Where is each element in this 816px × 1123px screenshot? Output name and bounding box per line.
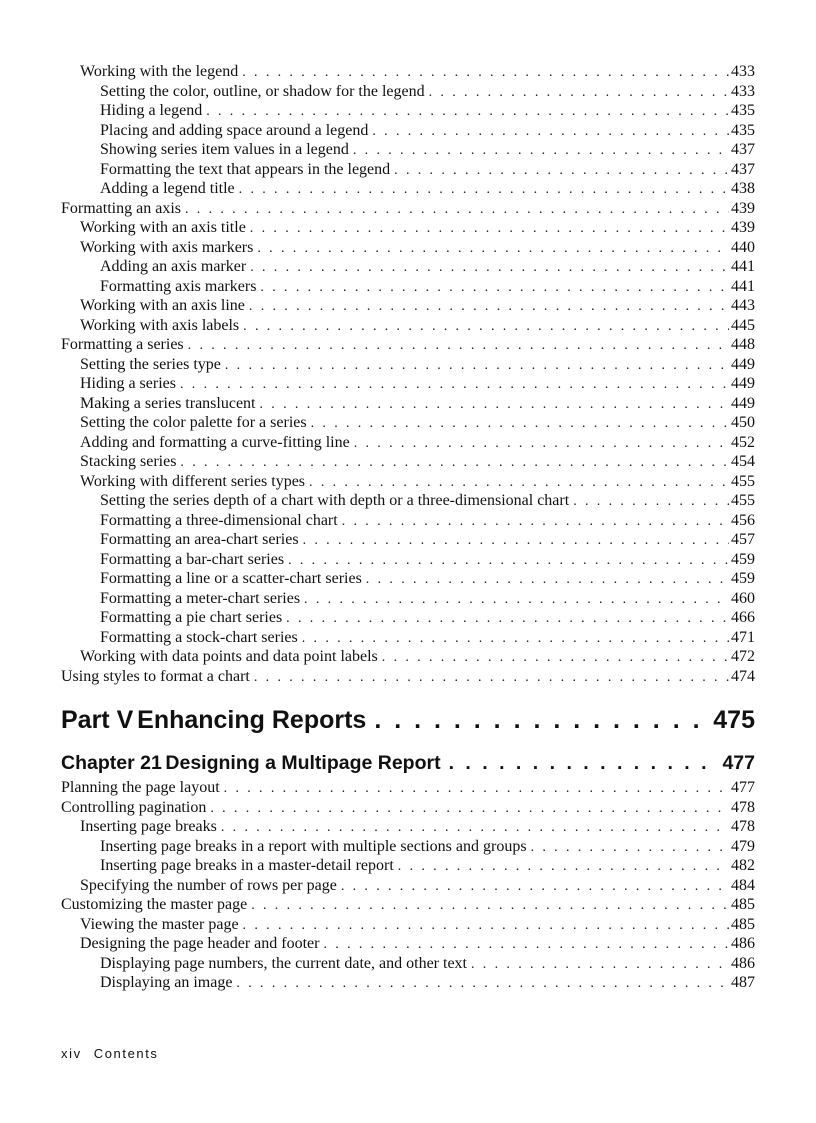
toc-entry xyxy=(61,316,755,336)
toc-entry xyxy=(61,374,755,394)
dot-leader xyxy=(353,141,729,161)
dot-leader xyxy=(249,297,729,317)
dot-leader xyxy=(251,896,729,916)
toc-entry-title: Formatting an axis xyxy=(61,199,181,217)
toc-entry-title: Inserting page breaks in a report with multiple sections and groups xyxy=(100,837,527,855)
part-page-number: 475 xyxy=(713,706,755,734)
toc-entry-page-number: 443 xyxy=(731,297,755,314)
toc-entry-title: Formatting a meter-chart series xyxy=(100,589,301,607)
toc-entry-page-number: 449 xyxy=(731,355,755,373)
toc-entry-page-number: 452 xyxy=(731,433,755,451)
toc-entry xyxy=(61,218,755,238)
toc-entry xyxy=(61,199,755,219)
toc-entry-page-number: 457 xyxy=(731,531,755,548)
chapter-label: Chapter 21 xyxy=(61,752,162,774)
toc-list-top xyxy=(61,62,755,686)
dot-leader xyxy=(449,750,713,776)
toc-entry-title: Showing series item values in a legend xyxy=(100,141,349,158)
chapter-heading xyxy=(61,750,755,776)
toc-entry-title: Formatting the text that appears in the legend xyxy=(100,160,391,178)
toc-entry-title: Hiding a series xyxy=(80,375,176,392)
dot-leader xyxy=(250,258,729,278)
toc-entry xyxy=(61,798,755,818)
toc-entry-page-number: 471 xyxy=(731,628,755,646)
toc-entry-page-number: 439 xyxy=(731,219,755,236)
toc-entry xyxy=(61,647,755,667)
toc-entry-page-number: 474 xyxy=(731,667,755,685)
toc-entry-page-number: 485 xyxy=(731,915,755,933)
toc-entry xyxy=(61,511,755,531)
dot-leader xyxy=(398,857,729,877)
toc-entry xyxy=(61,895,755,915)
toc-entry-page-number: 449 xyxy=(731,375,755,392)
toc-entry-page-number: 437 xyxy=(731,160,755,178)
toc-entry-title: Working with axis labels xyxy=(80,316,240,334)
dot-leader xyxy=(354,434,729,454)
toc-entry-page-number: 459 xyxy=(731,570,755,587)
toc-entry-title: Formatting a bar-chart series xyxy=(100,550,285,568)
toc-entry xyxy=(61,472,755,492)
toc-entry-title: Formatting axis markers xyxy=(100,277,257,295)
dot-leader xyxy=(224,779,729,799)
toc-entry-page-number: 448 xyxy=(731,336,755,353)
toc-entry-page-number: 450 xyxy=(731,414,755,431)
dot-leader xyxy=(304,590,729,610)
toc-entry-title: Adding a legend title xyxy=(100,180,235,197)
dot-leader xyxy=(239,180,729,200)
dot-leader xyxy=(573,492,729,512)
page-footer xyxy=(61,1046,159,1061)
toc-entry-title: Setting the series depth of a chart with depth or a three-dimensional chart xyxy=(100,492,570,509)
dot-leader xyxy=(302,629,729,649)
toc-entry xyxy=(61,856,755,876)
toc-entry-page-number: 437 xyxy=(731,141,755,158)
dot-leader xyxy=(366,570,729,590)
toc-entry-page-number: 487 xyxy=(731,974,755,991)
toc-entry xyxy=(61,62,755,82)
toc-entry-title: Hiding a legend xyxy=(100,102,203,119)
toc-entry-page-number: 472 xyxy=(731,648,755,665)
dot-leader xyxy=(288,551,729,571)
toc-entry-title: Controlling pagination xyxy=(61,798,207,816)
toc-entry xyxy=(61,238,755,258)
toc-entry-page-number: 477 xyxy=(731,779,755,796)
toc-entry-page-number: 441 xyxy=(731,258,755,275)
toc-entry-title: Inserting page breaks in a master-detail report xyxy=(100,857,394,874)
toc-entry xyxy=(61,179,755,199)
toc-entry-title: Formatting a line or a scatter-chart series xyxy=(100,570,362,587)
toc-entry-page-number: 485 xyxy=(731,896,755,913)
dot-leader xyxy=(260,395,730,415)
toc-entry-title: Formatting a series xyxy=(61,336,184,353)
toc-entry xyxy=(61,954,755,974)
toc-entry xyxy=(61,915,755,935)
chapter-page-number: 477 xyxy=(722,752,755,774)
toc-entry xyxy=(61,121,755,141)
toc-entry xyxy=(61,355,755,375)
toc-entry-page-number: 460 xyxy=(731,589,755,607)
toc-entry xyxy=(61,140,755,160)
toc-entry xyxy=(61,82,755,102)
toc-entry-page-number: 435 xyxy=(731,121,755,139)
dot-leader xyxy=(374,703,709,737)
toc-entry-title: Making a series translucent xyxy=(80,394,256,412)
toc-entry-page-number: 478 xyxy=(731,818,755,835)
part-title: Enhancing Reports xyxy=(137,706,367,734)
toc-entry-title: Planning the page layout xyxy=(61,779,220,796)
dot-leader xyxy=(236,974,729,994)
toc-entry-title: Working with an axis title xyxy=(80,219,246,236)
toc-entry-title: Using styles to format a chart xyxy=(61,667,250,685)
part-label: Part V xyxy=(61,706,134,734)
toc-entry-title: Displaying an image xyxy=(100,974,233,991)
footer-page-number: xiv xyxy=(61,1046,82,1061)
toc-entry-page-number: 486 xyxy=(731,935,755,952)
dot-leader xyxy=(260,278,729,298)
toc-entry xyxy=(61,394,755,414)
toc-entry-title: Formatting an area-chart series xyxy=(100,531,299,548)
dot-leader xyxy=(185,200,729,220)
toc-entry xyxy=(61,257,755,277)
toc-entry-title: Setting the color, outline, or shadow for the legend xyxy=(100,82,425,100)
toc-entry xyxy=(61,667,755,687)
toc-entry xyxy=(61,569,755,589)
chapter-title: Designing a Multipage Report xyxy=(165,752,441,774)
dot-leader xyxy=(531,838,729,858)
toc-entry-title: Working with an axis line xyxy=(80,297,245,314)
toc-entry-page-number: 449 xyxy=(731,394,755,412)
toc-entry-page-number: 441 xyxy=(731,277,755,295)
toc-entry xyxy=(61,973,755,993)
toc-entry xyxy=(61,413,755,433)
dot-leader xyxy=(243,916,729,936)
toc-entry-page-number: 466 xyxy=(731,609,755,626)
dot-leader xyxy=(429,83,729,103)
toc-entry xyxy=(61,101,755,121)
toc-entry-title: Working with axis markers xyxy=(80,238,254,256)
dot-leader xyxy=(225,356,729,376)
toc-entry xyxy=(61,817,755,837)
toc-entry-page-number: 454 xyxy=(731,453,755,470)
toc-entry-title: Setting the series type xyxy=(80,355,221,373)
toc-entry xyxy=(61,433,755,453)
dot-leader xyxy=(323,935,729,955)
dot-leader xyxy=(372,122,729,142)
toc-entry xyxy=(61,589,755,609)
toc-entry-page-number: 459 xyxy=(731,550,755,568)
toc-entry-page-number: 482 xyxy=(731,857,755,874)
dot-leader xyxy=(309,473,729,493)
toc-entry-title: Stacking series xyxy=(80,453,177,470)
toc-entry-title: Specifying the number of rows per page xyxy=(80,876,337,894)
toc-entry-title: Adding an axis marker xyxy=(100,258,247,275)
toc-entry xyxy=(61,277,755,297)
dot-leader xyxy=(342,512,729,532)
toc-entry-page-number: 455 xyxy=(731,472,755,490)
dot-leader xyxy=(221,818,729,838)
part-heading xyxy=(61,703,755,737)
toc-entry-page-number: 440 xyxy=(731,238,755,256)
toc-entry-page-number: 479 xyxy=(731,837,755,855)
toc-entry-page-number: 455 xyxy=(731,492,755,509)
dot-leader xyxy=(243,317,729,337)
dot-leader xyxy=(250,219,729,239)
dot-leader xyxy=(242,63,729,83)
dot-leader xyxy=(257,239,729,259)
dot-leader xyxy=(210,799,729,819)
toc-entry-page-number: 438 xyxy=(731,180,755,197)
toc-entry xyxy=(61,876,755,896)
toc-entry-title: Formatting a stock-chart series xyxy=(100,628,298,646)
toc-entry xyxy=(61,491,755,511)
toc-entry xyxy=(61,628,755,648)
toc-entry-title: Formatting a three-dimensional chart xyxy=(100,511,338,529)
dot-leader xyxy=(206,102,729,122)
dot-leader xyxy=(180,453,729,473)
dot-leader xyxy=(254,668,729,688)
dot-leader xyxy=(471,955,729,975)
toc-entry-title: Adding and formatting a curve-fitting line xyxy=(80,433,350,451)
footer-section-title: Contents xyxy=(93,1046,159,1061)
dot-leader xyxy=(188,336,729,356)
dot-leader xyxy=(341,877,729,897)
toc-entry-title: Working with data points and data point labels xyxy=(80,648,378,665)
toc-entry-page-number: 439 xyxy=(731,199,755,217)
dot-leader xyxy=(394,161,729,181)
toc-entry-page-number: 433 xyxy=(731,63,755,80)
toc-entry-title: Working with different series types xyxy=(80,472,306,490)
toc-entry-title: Viewing the master page xyxy=(80,915,239,933)
toc-entry xyxy=(61,837,755,857)
toc-list-bottom xyxy=(61,778,755,993)
toc-entry-title: Customizing the master page xyxy=(61,896,248,913)
toc-entry-page-number: 433 xyxy=(731,82,755,100)
toc-entry xyxy=(61,530,755,550)
toc-entry-page-number: 484 xyxy=(731,876,755,894)
toc-entry-page-number: 445 xyxy=(731,316,755,334)
toc-entry-page-number: 456 xyxy=(731,511,755,529)
dot-leader xyxy=(180,375,729,395)
toc-entry-title: Displaying page numbers, the current date, and other text xyxy=(100,954,467,972)
toc-entry-title: Placing and adding space around a legend xyxy=(100,121,369,139)
dot-leader xyxy=(382,648,729,668)
toc-entry xyxy=(61,608,755,628)
toc-entry-title: Working with the legend xyxy=(80,63,239,80)
toc-entry xyxy=(61,335,755,355)
toc-entry xyxy=(61,778,755,798)
toc-entry-title: Setting the color palette for a series xyxy=(80,414,307,431)
toc-entry xyxy=(61,160,755,180)
toc-entry xyxy=(61,296,755,316)
toc-entry xyxy=(61,934,755,954)
dot-leader xyxy=(286,609,729,629)
toc-entry-page-number: 486 xyxy=(731,954,755,972)
toc-entry-title: Designing the page header and footer xyxy=(80,935,320,952)
toc-entry-page-number: 435 xyxy=(731,102,755,119)
dot-leader xyxy=(303,531,729,551)
toc-entry-title: Inserting page breaks xyxy=(80,818,217,835)
toc-entry xyxy=(61,452,755,472)
toc-entry-title: Formatting a pie chart series xyxy=(100,609,283,626)
dot-leader xyxy=(311,414,729,434)
toc-entry-page-number: 478 xyxy=(731,798,755,816)
toc-entry xyxy=(61,550,755,570)
